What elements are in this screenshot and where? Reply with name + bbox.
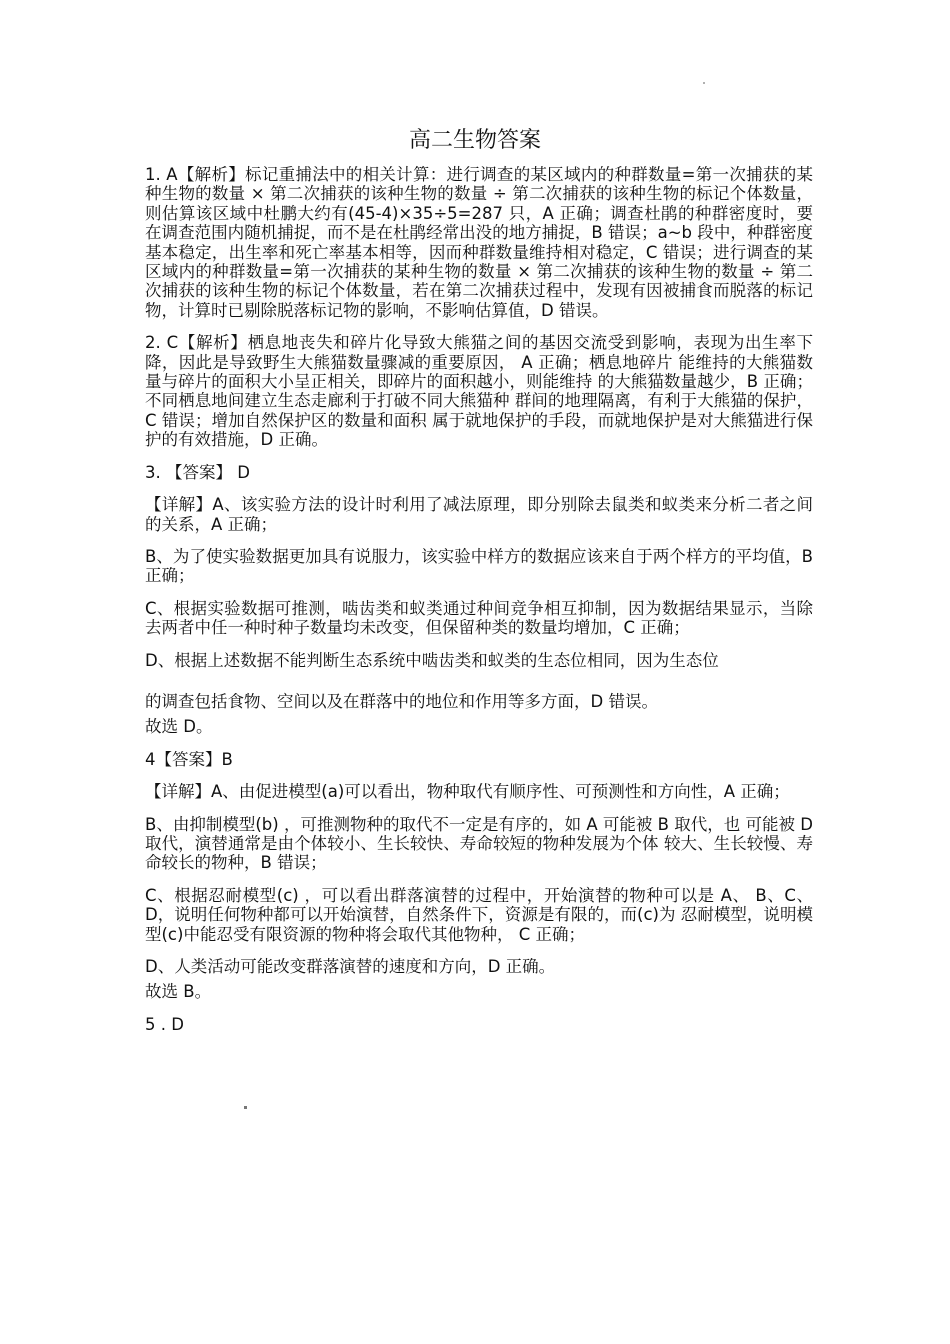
answer-1-paragraph: 1. A【解析】标记重捕法中的相关计算：进行调查的某区域内的种群数量=第一次捕获的某种生物的数量 × 第二次捕获的该种生物的数量 ÷ 第二次捕获的该种生物的标记个体数量，则估算该区域中杜鹏大约有(45-4)×35÷5=287 只，A 正确；调查杜鹃的种群密度时，要在调查范围内随机捕捉，而不是在杜鹃经常出没的地方捕捉，B 错误；a~b 段中，种群密度基本稳定，出生率和死亡率基本相等，因而种群数量维持相对稳定，C 错误；进行调查的某区域内的种群数量=第一次捕获的某种生物的数量 × 第二次捕获的该种生物的数量 ÷ 第二次捕获的该种生物的标记个体数量，若在第二次捕获过程中，发现有因被捕食而脱落的标记物，计算时已剔除脱落标记物的影响，不影响估算值，D 错误。 (145, 165, 813, 320)
page-mark (703, 82, 705, 84)
answer-4-heading: 4【答案】B (145, 749, 233, 769)
page-title: 高二生物答案 (408, 128, 541, 153)
answer-3-choice: 故选 D。 (145, 717, 213, 737)
answer-3-detail-c: C、根据实验数据可推测，啮齿类和蚁类通过种间竞争相互抑制，因为数据结果显示，当除去两者中任一种时种子数量均未改变，但保留种类的数量均增加，C 正确； (145, 598, 813, 638)
answer-3-detail-a: 【详解】A、该实验方法的设计时利用了减法原理，即分别除去鼠类和蚁类来分析二者之间的关系，A 正确； (145, 495, 813, 534)
answer-4-detail-a: 【详解】A、由促进模型(a)可以看出，物种取代有顺序性、可预测性和方向性，A 正确； (145, 782, 790, 802)
answer-5-heading: 5 . D (145, 1014, 184, 1034)
answer-4-detail-d: D、人类活动可能改变群落演替的速度和方向，D 正确。 (145, 957, 556, 976)
answer-4-detail-b: B、由抑制模型(b) ，可推测物种的取代不一定是有序的，如 A 可能被 B 取代，也 可能被 D 取代，演替通常是由个体较小、生长较快、寿命较短的物种发展为个体 较大、生长较慢、寿命较长的物种，B 错误； (145, 814, 813, 873)
answer-3-detail-d: D、根据上述数据不能判断生态系统中啮齿类和蚁类的生态位相同，因为生态位 (145, 650, 719, 670)
answer-2-paragraph: 2. C【解析】栖息地丧失和碎片化导致大熊猫之间的基因交流受到影响，表现为出生率下降，因此是导致野生大熊猫数量骤减的重要原因， A 正确；栖息地碎片 能维持的大熊猫数量与碎片的面积大小呈正相关，即碎片的面积越小，则能维持 的大熊猫数量越少，B 正确；不同栖息地间建立生态走廊利于打破不同大熊猫种 群间的地理隔离，有利于大熊猫的保护， C 错误；增加自然保护区的数量和面积 属于就地保护的手段，而就地保护是对大熊猫进行保护的有效措施，D 正确。 (145, 333, 813, 450)
answer-4-choice: 故选 B。 (145, 982, 212, 1002)
answer-3-detail-d-continued: 的调查包括食物、空间以及在群落中的地位和作用等多方面，D 错误。 (145, 691, 658, 711)
page-mark-bottom (244, 1106, 247, 1109)
answer-3-heading: 3. 【答案】 D (145, 462, 250, 482)
answer-3-detail-b: B、为了使实验数据更加具有说服力，该实验中样方的数据应该来自于两个样方的平均值，B 正确； (145, 546, 813, 586)
answer-4-detail-c: C、根据忍耐模型(c) ，可以看出群落演替的过程中，开始演替的物种可以是 A、 B、C、D，说明任何物种都可以开始演替，自然条件下，资源是有限的，而(c)为 忍耐模型，说明模型(c)中能忍受有限资源的物种将会取代其他物种， C 正确； (145, 885, 813, 944)
answer-content (145, 165, 813, 1047)
